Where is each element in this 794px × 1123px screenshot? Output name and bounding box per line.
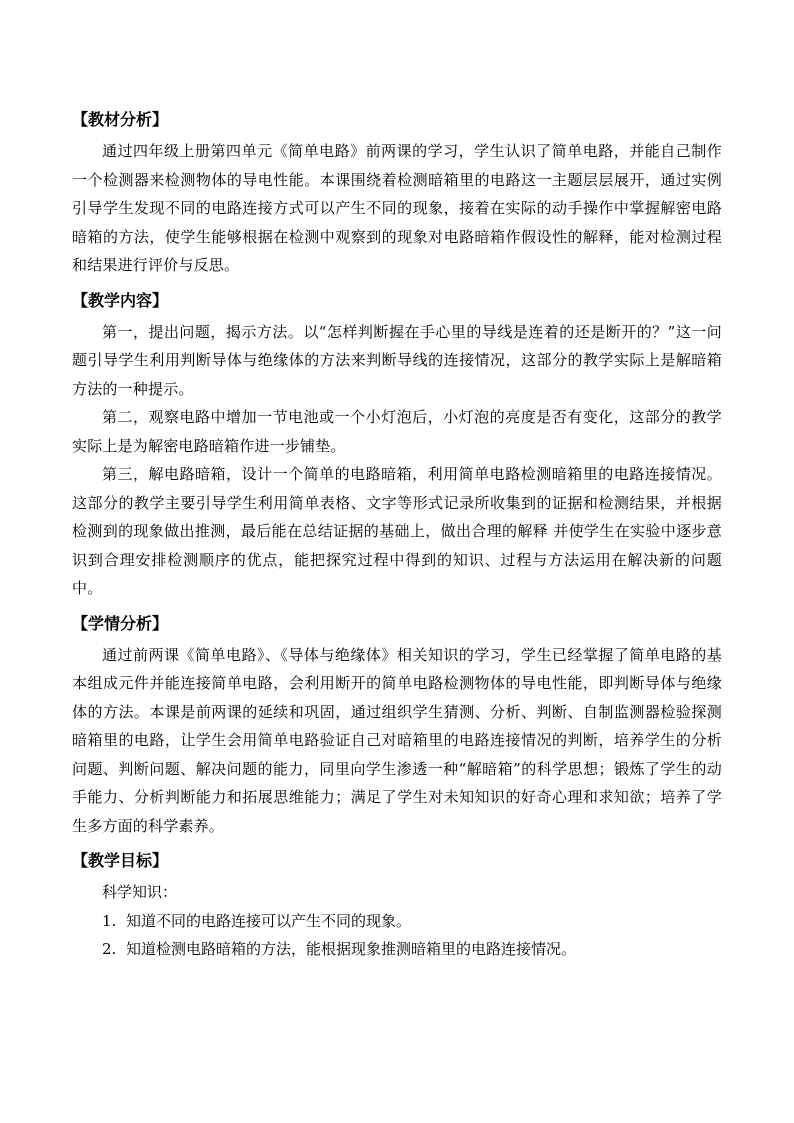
- section-heading-materials: 【教材分析】: [72, 110, 169, 129]
- goals-list-item: [72, 935, 722, 964]
- section-content: [72, 284, 722, 603]
- section-heading-goals: 【教学目标】: [72, 851, 169, 870]
- students-paragraph-1: 通过前两课《简单电路》、《导体与绝缘体》相关知识的学习，学生已经掌握了简单电路的基本组成元件并能连接简单电路，会利用断开的简单电路检测物体的导电性能，即判断导体与绝缘体的方法。本课是前两课的延续和巩固，通过组织学生猜测、分析、判断、自制监测器检验探测暗箱里的电路，让学生会用简单电路验证自己对暗箱里的电路连接情况的判断，培养学生的分析问题、判断问题、解决问题的能力，同里向学生渗透一种“解暗箱”的科学思想；锻炼了学生的动手能力、分析判断能力和拓展思维能力；满足了学生对未知知识的好奇心理和求知欲；培养了学生多方面的科学素养。: [72, 645, 722, 835]
- section-goals: [72, 844, 722, 964]
- list-item-text: 知道不同的电路连接可以产生不同的现象。: [126, 911, 412, 930]
- section-materials: [72, 103, 722, 280]
- content-paragraph-2: 第二，观察电路中增加一节电池或一个小灯泡后，小灯泡的亮度是否有变化，这部分的教学实际上是为解密电路暗箱作进一步铺垫。: [72, 408, 722, 455]
- section-heading-content: 【教学内容】: [72, 290, 169, 310]
- goals-list-item: [72, 907, 722, 936]
- list-item-text: 知道检测电路暗箱的方法，能根据现象推测暗箱里的电路连接情况。: [126, 940, 577, 958]
- materials-paragraph-1: 通过四年级上册第四单元《简单电路》前两课的学习，学生认识了简单电路，并能自己制作一个检测器来检测物体的导电性能。本课围绕着检测暗箱里的电路这一主题层层展开，通过实例引导学生发现不同的电路连接方式可以产生不同的现象，接着在实际的动手操作中掌握解密电路暗箱的方法，使学生能够根据在检测中观察到的现象对电路暗箱作假设性的解释，能对检测过程和结果进行评价与反思。: [72, 142, 722, 274]
- goals-subheading: 科学知识：: [102, 883, 178, 901]
- content-paragraph-3: 第三，解电路暗箱，设计一个简单的电路暗箱，利用简单电路检测暗箱里的电路连接情况。这部分的教学主要引导学生利用简单表格、文字等形式记录所收集到的证据和检测结果，并根据检测到的现象做出推测，最后能在总结证据的基础上，做出合理的解释 并使学生在实验中逐步意识到合理安排检测顺序的优点，能把探究过程中得到的知识、过程与方法运用在解决新的问题中。: [72, 465, 722, 597]
- document-content: [72, 103, 722, 964]
- list-item-number: 2.: [102, 940, 117, 958]
- section-heading-students: 【学情分析】: [72, 613, 169, 633]
- content-paragraph-1: 第一，提出问题，揭示方法。以“怎样判断握在手心里的导线是连着的还是断开的？”这一问题引导学生利用判断导体与绝缘体的方法来判断导线的连接情况，这部分的教学实际上是解暗箱方法的一种提示。: [72, 322, 722, 398]
- section-students: [72, 607, 722, 841]
- list-item-number: 1.: [102, 911, 117, 930]
